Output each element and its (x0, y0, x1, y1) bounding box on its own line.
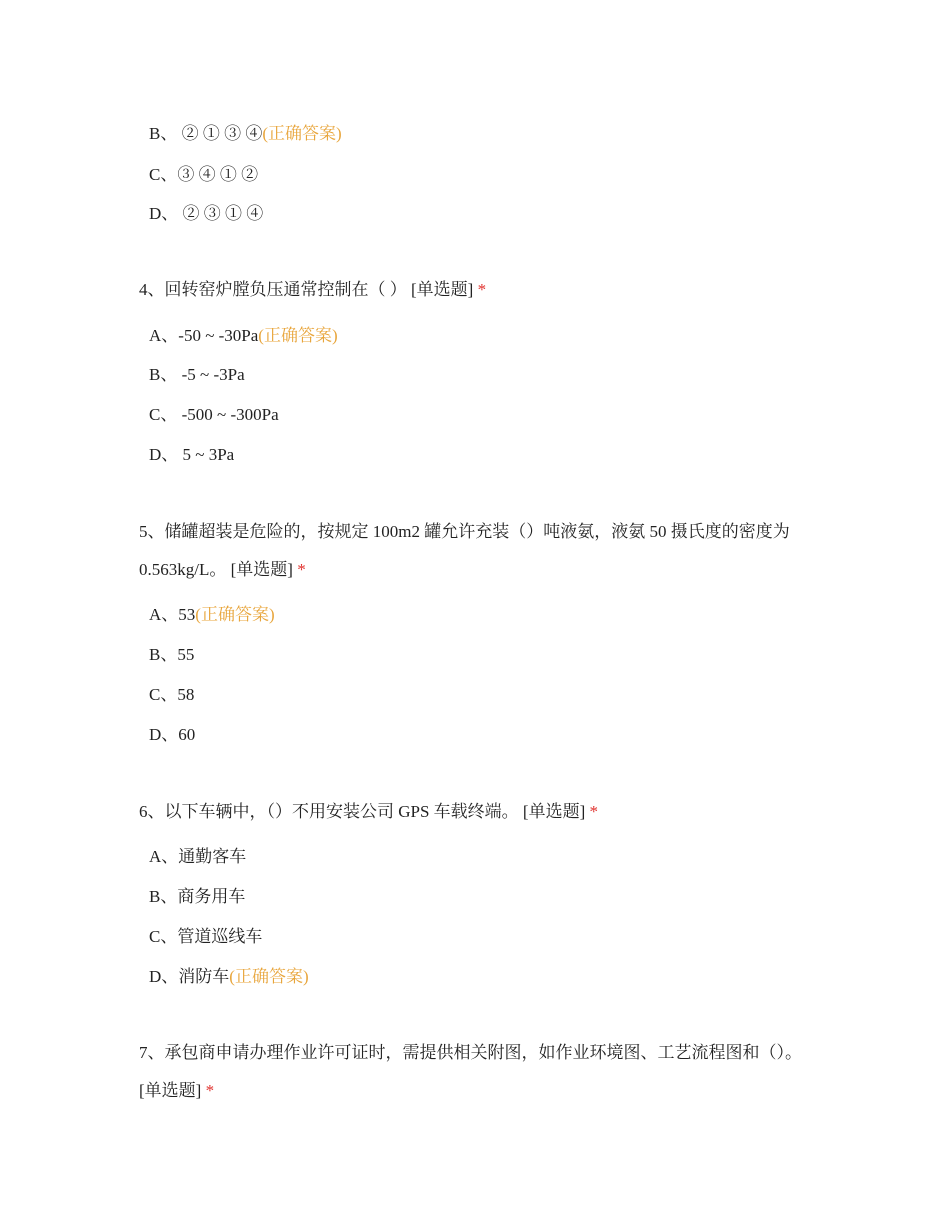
option-label: A、通勤客车 (149, 847, 247, 866)
correct-answer-tag: (正确答案) (258, 326, 338, 345)
option-label: D、消防车 (149, 967, 230, 986)
q4-title (139, 271, 819, 309)
option-label: D、 ② ③ ① ④ (149, 204, 264, 223)
option-label: B、 -5 ~ -3Pa (149, 365, 245, 384)
q3-option-d[interactable] (149, 203, 263, 225)
q4-option-d[interactable] (149, 444, 234, 466)
q7-title (139, 1034, 819, 1110)
correct-answer-tag: (正确答案) (229, 967, 309, 986)
correct-answer-tag: (正确答案) (195, 605, 275, 624)
q5-option-b[interactable] (149, 644, 194, 666)
q6-title (139, 793, 819, 831)
q3-option-b[interactable] (149, 123, 342, 145)
option-label: B、商务用车 (149, 887, 246, 906)
option-label: B、 ② ① ③ ④ (149, 124, 263, 143)
option-label: C、管道巡线车 (149, 927, 263, 946)
option-label: D、 5 ~ 3Pa (149, 445, 235, 464)
required-mark: * (205, 1081, 215, 1100)
q5-title (139, 513, 819, 589)
option-label: A、53 (149, 605, 196, 624)
q6-option-a[interactable] (149, 846, 246, 868)
q5-option-a[interactable] (149, 604, 275, 626)
correct-answer-tag: (正确答案) (262, 124, 342, 143)
question-text: 5、储罐超装是危险的，按规定 100m2 罐允许充装（）吨液氨，液氨 50 摄氏度的密度为 0.563kg/L。 [单选题] (139, 522, 790, 579)
option-label: C、58 (149, 685, 195, 704)
q6-option-b[interactable] (149, 886, 245, 908)
option-label: B、55 (149, 645, 195, 664)
option-label: A、-50 ~ -30Pa (149, 326, 259, 345)
q4-option-b[interactable] (149, 364, 245, 386)
q3-option-c[interactable] (149, 164, 258, 186)
q4-option-c[interactable] (149, 404, 279, 426)
option-label: D、60 (149, 725, 196, 744)
q6-option-c[interactable] (149, 926, 262, 948)
question-text: 6、以下车辆中，（）不用安装公司 GPS 车载终端。 [单选题] (139, 802, 586, 821)
q5-option-d[interactable] (149, 724, 195, 746)
q5-option-c[interactable] (149, 684, 194, 706)
option-label: C、 -500 ~ -300Pa (149, 405, 279, 424)
required-mark: * (477, 280, 487, 299)
option-label: C、③ ④ ① ② (149, 165, 259, 184)
q6-option-d[interactable] (149, 966, 309, 988)
q4-option-a[interactable] (149, 325, 338, 347)
question-text: 7、承包商申请办理作业许可证时，需提供相关附图，如作业环境图、工艺流程图和（）。 [单选题] (139, 1043, 802, 1100)
question-text: 4、回转窑炉膛负压通常控制在（ ） [单选题] (139, 280, 474, 299)
required-mark: * (297, 560, 306, 579)
required-mark: * (589, 802, 599, 821)
